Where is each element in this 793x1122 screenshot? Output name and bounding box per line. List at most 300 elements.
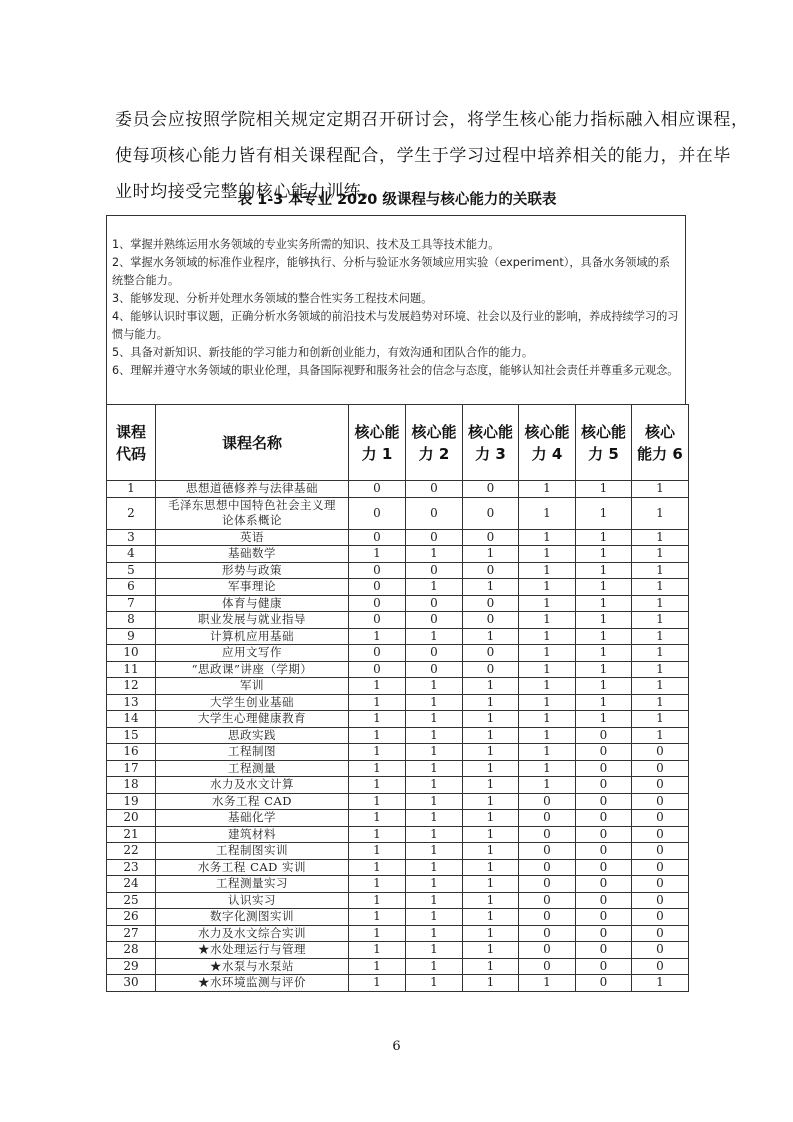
ability-3-cell: 0 bbox=[463, 497, 519, 529]
course-code-cell: 12 bbox=[107, 678, 156, 695]
header-text-line: 力 5 bbox=[588, 444, 619, 463]
header-ability-6 bbox=[632, 405, 689, 481]
course-name-cell: 大学生心理健康教育 bbox=[156, 711, 349, 728]
ability-4-cell: 0 bbox=[519, 793, 576, 810]
ability-1-cell: 1 bbox=[349, 711, 406, 728]
table-row bbox=[107, 628, 689, 645]
ability-4-cell: 1 bbox=[519, 562, 576, 579]
header-text-line: 核心 bbox=[644, 422, 675, 441]
ability-5-cell: 0 bbox=[576, 958, 632, 975]
table-row bbox=[107, 760, 689, 777]
ability-2-cell: 1 bbox=[406, 793, 463, 810]
course-name-cell: 建筑材料 bbox=[156, 826, 349, 843]
ability-5-cell: 1 bbox=[576, 529, 632, 546]
course-name-cell: 水力及水文计算 bbox=[156, 777, 349, 794]
course-code-cell: 28 bbox=[107, 942, 156, 959]
ability-6-cell: 1 bbox=[632, 645, 689, 662]
ability-3-cell: 1 bbox=[463, 744, 519, 761]
table-row bbox=[107, 843, 689, 860]
ability-4-cell: 0 bbox=[519, 892, 576, 909]
ability-2-cell: 0 bbox=[406, 661, 463, 678]
header-text-line: 核心能 bbox=[467, 422, 513, 441]
ability-4-cell: 1 bbox=[519, 481, 576, 498]
ability-4-cell: 0 bbox=[519, 810, 576, 827]
table-row bbox=[107, 958, 689, 975]
header-text-line: 课程名称 bbox=[221, 433, 282, 452]
table-row bbox=[107, 777, 689, 794]
course-name-cell: 工程制图实训 bbox=[156, 843, 349, 860]
ability-1-cell: 0 bbox=[349, 497, 406, 529]
ability-3-cell: 1 bbox=[463, 810, 519, 827]
course-code-cell: 9 bbox=[107, 628, 156, 645]
ability-4-cell: 1 bbox=[519, 645, 576, 662]
table-body bbox=[107, 481, 689, 992]
ability-6-cell: 0 bbox=[632, 892, 689, 909]
page-number: 6 bbox=[392, 1039, 401, 1054]
ability-3-cell: 1 bbox=[463, 777, 519, 794]
table-row bbox=[107, 694, 689, 711]
ability-5-cell: 0 bbox=[576, 744, 632, 761]
header-ability-2 bbox=[406, 405, 463, 481]
ability-1-cell: 1 bbox=[349, 810, 406, 827]
table-row bbox=[107, 826, 689, 843]
ability-5-cell: 0 bbox=[576, 793, 632, 810]
ability-2-cell: 1 bbox=[406, 975, 463, 992]
ability-4-cell: 0 bbox=[519, 958, 576, 975]
ability-3-cell: 1 bbox=[463, 925, 519, 942]
course-ability-table bbox=[106, 404, 689, 992]
course-code-cell: 27 bbox=[107, 925, 156, 942]
ability-3-cell: 1 bbox=[463, 694, 519, 711]
course-name-cell: “思政课”讲座（学期） bbox=[156, 661, 349, 678]
core-ability-item: 4、能够认识时事议题，正确分析水务领域的前沿技术与发展趋势对环境、社会以及行业的影响，养成持续学习的习惯与能力。 bbox=[112, 310, 679, 341]
header-ability-4 bbox=[519, 405, 576, 481]
ability-6-cell: 1 bbox=[632, 678, 689, 695]
ability-1-cell: 1 bbox=[349, 958, 406, 975]
ability-2-cell: 1 bbox=[406, 579, 463, 596]
ability-2-cell: 1 bbox=[406, 909, 463, 926]
ability-2-cell: 1 bbox=[406, 760, 463, 777]
ability-5-cell: 0 bbox=[576, 892, 632, 909]
ability-5-cell: 0 bbox=[576, 760, 632, 777]
core-ability-item: 6、理解并遵守水务领域的职业伦理，具备国际视野和服务社会的信念与态度，能够认知社会责任并尊重多元观念。 bbox=[112, 364, 679, 377]
ability-1-cell: 1 bbox=[349, 876, 406, 893]
ability-3-cell: 0 bbox=[463, 595, 519, 612]
paragraph-line: 使每项核心能力皆有相关课程配合，学生于学习过程中培养相关的能力，并在毕 bbox=[115, 146, 731, 166]
ability-3-cell: 1 bbox=[463, 678, 519, 695]
ability-6-cell: 1 bbox=[632, 628, 689, 645]
ability-3-cell: 0 bbox=[463, 612, 519, 629]
ability-4-cell: 1 bbox=[519, 529, 576, 546]
ability-5-cell: 0 bbox=[576, 942, 632, 959]
ability-6-cell: 1 bbox=[632, 612, 689, 629]
ability-2-cell: 1 bbox=[406, 744, 463, 761]
ability-2-cell: 0 bbox=[406, 562, 463, 579]
ability-3-cell: 1 bbox=[463, 876, 519, 893]
ability-3-cell: 0 bbox=[463, 529, 519, 546]
course-code-cell: 13 bbox=[107, 694, 156, 711]
ability-4-cell: 0 bbox=[519, 843, 576, 860]
ability-5-cell: 1 bbox=[576, 678, 632, 695]
ability-3-cell: 1 bbox=[463, 843, 519, 860]
table-row bbox=[107, 661, 689, 678]
ability-1-cell: 1 bbox=[349, 843, 406, 860]
header-course-code bbox=[107, 405, 156, 481]
course-code-cell: 16 bbox=[107, 744, 156, 761]
table-row bbox=[107, 497, 689, 529]
ability-3-cell: 1 bbox=[463, 760, 519, 777]
ability-6-cell: 0 bbox=[632, 777, 689, 794]
ability-5-cell: 1 bbox=[576, 497, 632, 529]
course-code-cell: 1 bbox=[107, 481, 156, 498]
ability-1-cell: 1 bbox=[349, 546, 406, 563]
table-row bbox=[107, 892, 689, 909]
course-name-cell: 水务工程 CAD bbox=[156, 793, 349, 810]
ability-3-cell: 0 bbox=[463, 645, 519, 662]
ability-4-cell: 1 bbox=[519, 546, 576, 563]
course-name-cell: 工程测量 bbox=[156, 760, 349, 777]
ability-5-cell: 0 bbox=[576, 876, 632, 893]
ability-4-cell: 1 bbox=[519, 975, 576, 992]
paragraph-line: 委员会应按照学院相关规定定期召开研讨会，将学生核心能力指标融入相应课程， bbox=[115, 110, 749, 130]
ability-6-cell: 0 bbox=[632, 909, 689, 926]
ability-4-cell: 1 bbox=[519, 661, 576, 678]
course-code-cell: 21 bbox=[107, 826, 156, 843]
ability-4-cell: 1 bbox=[519, 579, 576, 596]
ability-4-cell: 0 bbox=[519, 942, 576, 959]
ability-6-cell: 0 bbox=[632, 744, 689, 761]
course-code-cell: 3 bbox=[107, 529, 156, 546]
table-row bbox=[107, 942, 689, 959]
ability-5-cell: 0 bbox=[576, 777, 632, 794]
ability-1-cell: 1 bbox=[349, 744, 406, 761]
course-code-cell: 18 bbox=[107, 777, 156, 794]
table-row bbox=[107, 562, 689, 579]
header-text-line: 力 2 bbox=[418, 444, 450, 463]
ability-4-cell: 1 bbox=[519, 744, 576, 761]
ability-3-cell: 1 bbox=[463, 942, 519, 959]
ability-3-cell: 1 bbox=[463, 909, 519, 926]
ability-1-cell: 1 bbox=[349, 678, 406, 695]
table-row bbox=[107, 975, 689, 992]
table-row bbox=[107, 711, 689, 728]
ability-2-cell: 1 bbox=[406, 694, 463, 711]
ability-2-cell: 1 bbox=[406, 958, 463, 975]
ability-6-cell: 1 bbox=[632, 497, 689, 529]
ability-5-cell: 1 bbox=[576, 661, 632, 678]
course-name-cell: 数字化测图实训 bbox=[156, 909, 349, 926]
ability-6-cell: 0 bbox=[632, 810, 689, 827]
ability-2-cell: 1 bbox=[406, 942, 463, 959]
course-code-cell: 5 bbox=[107, 562, 156, 579]
course-name-cell: 大学生创业基础 bbox=[156, 694, 349, 711]
header-text-line: 力 1 bbox=[361, 444, 393, 463]
ability-6-cell: 1 bbox=[632, 579, 689, 596]
paragraph-line: 业时均接受完整的核心能力训练。 bbox=[115, 182, 379, 202]
ability-6-cell: 0 bbox=[632, 925, 689, 942]
ability-3-cell: 1 bbox=[463, 793, 519, 810]
ability-1-cell: 1 bbox=[349, 975, 406, 992]
ability-2-cell: 1 bbox=[406, 546, 463, 563]
ability-5-cell: 0 bbox=[576, 925, 632, 942]
course-name-cell: 思政实践 bbox=[156, 727, 349, 744]
table-row bbox=[107, 645, 689, 662]
ability-1-cell: 0 bbox=[349, 661, 406, 678]
course-name-cell: 工程制图 bbox=[156, 744, 349, 761]
course-code-cell: 4 bbox=[107, 546, 156, 563]
ability-1-cell: 1 bbox=[349, 826, 406, 843]
course-name-cell: ★水环境监测与评价 bbox=[156, 975, 349, 992]
ability-6-cell: 1 bbox=[632, 595, 689, 612]
header-text-line: 核心能 bbox=[524, 422, 570, 441]
ability-4-cell: 1 bbox=[519, 628, 576, 645]
ability-5-cell: 0 bbox=[576, 859, 632, 876]
ability-3-cell: 1 bbox=[463, 826, 519, 843]
header-ability-1 bbox=[349, 405, 406, 481]
course-name-cell: 职业发展与就业指导 bbox=[156, 612, 349, 629]
course-name-cell: 英语 bbox=[156, 529, 349, 546]
ability-6-cell: 0 bbox=[632, 958, 689, 975]
ability-5-cell: 1 bbox=[576, 612, 632, 629]
ability-6-cell: 0 bbox=[632, 760, 689, 777]
ability-4-cell: 1 bbox=[519, 694, 576, 711]
course-code-cell: 8 bbox=[107, 612, 156, 629]
course-name-cell bbox=[156, 497, 349, 529]
core-ability-item: 3、能够发现、分析并处理水务领域的整合性实务工程技术问题。 bbox=[112, 292, 433, 305]
course-name-cell: 形势与政策 bbox=[156, 562, 349, 579]
course-code-cell: 19 bbox=[107, 793, 156, 810]
course-name-line: 论体系概论 bbox=[222, 513, 282, 527]
header-text-line: 代码 bbox=[115, 444, 146, 463]
header-text-line: 核心能 bbox=[411, 422, 457, 441]
ability-6-cell: 1 bbox=[632, 529, 689, 546]
ability-4-cell: 0 bbox=[519, 876, 576, 893]
ability-5-cell: 0 bbox=[576, 727, 632, 744]
ability-1-cell: 1 bbox=[349, 628, 406, 645]
course-code-cell: 14 bbox=[107, 711, 156, 728]
ability-2-cell: 1 bbox=[406, 859, 463, 876]
ability-6-cell: 0 bbox=[632, 826, 689, 843]
ability-1-cell: 1 bbox=[349, 925, 406, 942]
table-row bbox=[107, 727, 689, 744]
course-name-cell: 工程测量实习 bbox=[156, 876, 349, 893]
table-row bbox=[107, 876, 689, 893]
ability-6-cell: 0 bbox=[632, 859, 689, 876]
ability-3-cell: 1 bbox=[463, 546, 519, 563]
ability-5-cell: 1 bbox=[576, 645, 632, 662]
ability-4-cell: 1 bbox=[519, 760, 576, 777]
ability-6-cell: 0 bbox=[632, 876, 689, 893]
table-row bbox=[107, 678, 689, 695]
ability-1-cell: 0 bbox=[349, 481, 406, 498]
table-caption: 表 1-3 本专业 2020 级课程与核心能力的关联表 bbox=[237, 192, 557, 208]
table-row bbox=[107, 595, 689, 612]
course-code-cell: 11 bbox=[107, 661, 156, 678]
ability-6-cell: 1 bbox=[632, 727, 689, 744]
ability-5-cell: 1 bbox=[576, 481, 632, 498]
header-text-line: 核心能 bbox=[580, 422, 626, 441]
ability-1-cell: 0 bbox=[349, 529, 406, 546]
ability-5-cell: 1 bbox=[576, 711, 632, 728]
ability-5-cell: 1 bbox=[576, 562, 632, 579]
ability-3-cell: 1 bbox=[463, 628, 519, 645]
core-ability-item: 2、掌握水务领域的标准作业程序，能够执行、分析与验证水务领域应用实验（experiment），具备水务领域的系统整合能力。 bbox=[112, 256, 671, 287]
ability-6-cell: 0 bbox=[632, 843, 689, 860]
ability-3-cell: 0 bbox=[463, 661, 519, 678]
course-code-cell: 24 bbox=[107, 876, 156, 893]
ability-1-cell: 1 bbox=[349, 777, 406, 794]
ability-3-cell: 1 bbox=[463, 975, 519, 992]
core-ability-item: 5、具备对新知识、新技能的学习能力和创新创业能力，有效沟通和团队合作的能力。 bbox=[112, 346, 534, 359]
ability-3-cell: 1 bbox=[463, 711, 519, 728]
ability-2-cell: 1 bbox=[406, 727, 463, 744]
table-row bbox=[107, 612, 689, 629]
ability-1-cell: 0 bbox=[349, 579, 406, 596]
ability-2-cell: 1 bbox=[406, 843, 463, 860]
ability-4-cell: 1 bbox=[519, 678, 576, 695]
ability-5-cell: 0 bbox=[576, 909, 632, 926]
ability-3-cell: 0 bbox=[463, 481, 519, 498]
header-text-line: 能力 6 bbox=[637, 444, 683, 463]
ability-1-cell: 1 bbox=[349, 859, 406, 876]
ability-2-cell: 1 bbox=[406, 826, 463, 843]
course-name-line: 毛泽东思想中国特色社会主义理 bbox=[168, 498, 336, 512]
ability-2-cell: 0 bbox=[406, 645, 463, 662]
ability-4-cell: 0 bbox=[519, 859, 576, 876]
ability-2-cell: 1 bbox=[406, 876, 463, 893]
course-name-cell: 基础化学 bbox=[156, 810, 349, 827]
ability-2-cell: 1 bbox=[406, 678, 463, 695]
ability-4-cell: 1 bbox=[519, 595, 576, 612]
ability-2-cell: 0 bbox=[406, 481, 463, 498]
ability-3-cell: 1 bbox=[463, 958, 519, 975]
course-name-cell: 认识实习 bbox=[156, 892, 349, 909]
course-code-cell: 17 bbox=[107, 760, 156, 777]
course-name-cell: 思想道德修养与法律基础 bbox=[156, 481, 349, 498]
ability-3-cell: 1 bbox=[463, 892, 519, 909]
table-header-row bbox=[107, 405, 689, 481]
ability-2-cell: 0 bbox=[406, 529, 463, 546]
ability-5-cell: 0 bbox=[576, 975, 632, 992]
ability-2-cell: 1 bbox=[406, 925, 463, 942]
course-name-cell: 体育与健康 bbox=[156, 595, 349, 612]
table-row bbox=[107, 481, 689, 498]
course-code-cell: 20 bbox=[107, 810, 156, 827]
table-row bbox=[107, 529, 689, 546]
ability-4-cell: 1 bbox=[519, 497, 576, 529]
course-name-cell: 计算机应用基础 bbox=[156, 628, 349, 645]
ability-6-cell: 0 bbox=[632, 793, 689, 810]
core-abilities-box bbox=[106, 215, 686, 404]
ability-2-cell: 1 bbox=[406, 810, 463, 827]
course-name-cell: 军训 bbox=[156, 678, 349, 695]
ability-2-cell: 0 bbox=[406, 497, 463, 529]
ability-2-cell: 1 bbox=[406, 628, 463, 645]
ability-2-cell: 0 bbox=[406, 595, 463, 612]
ability-6-cell: 1 bbox=[632, 481, 689, 498]
table-row bbox=[107, 909, 689, 926]
header-text-line: 课程 bbox=[115, 422, 146, 441]
ability-4-cell: 0 bbox=[519, 925, 576, 942]
ability-1-cell: 0 bbox=[349, 612, 406, 629]
ability-1-cell: 0 bbox=[349, 562, 406, 579]
ability-6-cell: 0 bbox=[632, 942, 689, 959]
ability-4-cell: 0 bbox=[519, 909, 576, 926]
ability-2-cell: 1 bbox=[406, 711, 463, 728]
ability-2-cell: 1 bbox=[406, 777, 463, 794]
ability-6-cell: 1 bbox=[632, 562, 689, 579]
course-code-cell: 15 bbox=[107, 727, 156, 744]
ability-6-cell: 1 bbox=[632, 711, 689, 728]
ability-1-cell: 1 bbox=[349, 909, 406, 926]
core-ability-item: 1、掌握并熟练运用水务领域的专业实务所需的知识、技术及工具等技术能力。 bbox=[112, 238, 500, 251]
header-text-line: 力 3 bbox=[475, 444, 506, 463]
course-name-cell: 应用文写作 bbox=[156, 645, 349, 662]
table-row bbox=[107, 546, 689, 563]
header-ability-5 bbox=[576, 405, 632, 481]
ability-6-cell: 1 bbox=[632, 975, 689, 992]
ability-3-cell: 0 bbox=[463, 562, 519, 579]
course-code-cell: 2 bbox=[107, 497, 156, 529]
table-row bbox=[107, 744, 689, 761]
course-name-cell: 水务工程 CAD 实训 bbox=[156, 859, 349, 876]
ability-6-cell: 1 bbox=[632, 546, 689, 563]
ability-6-cell: 1 bbox=[632, 694, 689, 711]
ability-1-cell: 0 bbox=[349, 595, 406, 612]
header-course-name bbox=[156, 405, 349, 481]
course-code-cell: 6 bbox=[107, 579, 156, 596]
course-code-cell: 22 bbox=[107, 843, 156, 860]
course-code-cell: 29 bbox=[107, 958, 156, 975]
course-code-cell: 25 bbox=[107, 892, 156, 909]
course-name-cell: ★水处理运行与管理 bbox=[156, 942, 349, 959]
ability-2-cell: 1 bbox=[406, 892, 463, 909]
table-row bbox=[107, 810, 689, 827]
ability-6-cell: 1 bbox=[632, 661, 689, 678]
ability-5-cell: 0 bbox=[576, 843, 632, 860]
ability-5-cell: 0 bbox=[576, 810, 632, 827]
course-name-cell: 水力及水文综合实训 bbox=[156, 925, 349, 942]
table-row bbox=[107, 793, 689, 810]
course-name-cell: 基础数学 bbox=[156, 546, 349, 563]
ability-1-cell: 0 bbox=[349, 645, 406, 662]
ability-3-cell: 1 bbox=[463, 579, 519, 596]
ability-1-cell: 1 bbox=[349, 793, 406, 810]
header-text-line: 力 4 bbox=[531, 444, 563, 463]
ability-4-cell: 1 bbox=[519, 711, 576, 728]
ability-4-cell: 1 bbox=[519, 612, 576, 629]
course-code-cell: 30 bbox=[107, 975, 156, 992]
course-code-cell: 10 bbox=[107, 645, 156, 662]
ability-1-cell: 1 bbox=[349, 727, 406, 744]
ability-5-cell: 0 bbox=[576, 826, 632, 843]
header-text-line: 核心能 bbox=[354, 422, 400, 441]
ability-2-cell: 0 bbox=[406, 612, 463, 629]
course-name-cell: ★水泵与水泵站 bbox=[156, 958, 349, 975]
table-row bbox=[107, 925, 689, 942]
ability-4-cell: 1 bbox=[519, 727, 576, 744]
ability-1-cell: 1 bbox=[349, 760, 406, 777]
ability-3-cell: 1 bbox=[463, 727, 519, 744]
ability-1-cell: 1 bbox=[349, 694, 406, 711]
ability-1-cell: 1 bbox=[349, 942, 406, 959]
ability-5-cell: 1 bbox=[576, 579, 632, 596]
ability-3-cell: 1 bbox=[463, 859, 519, 876]
ability-4-cell: 1 bbox=[519, 777, 576, 794]
ability-1-cell: 1 bbox=[349, 892, 406, 909]
course-code-cell: 23 bbox=[107, 859, 156, 876]
header-ability-3 bbox=[463, 405, 519, 481]
